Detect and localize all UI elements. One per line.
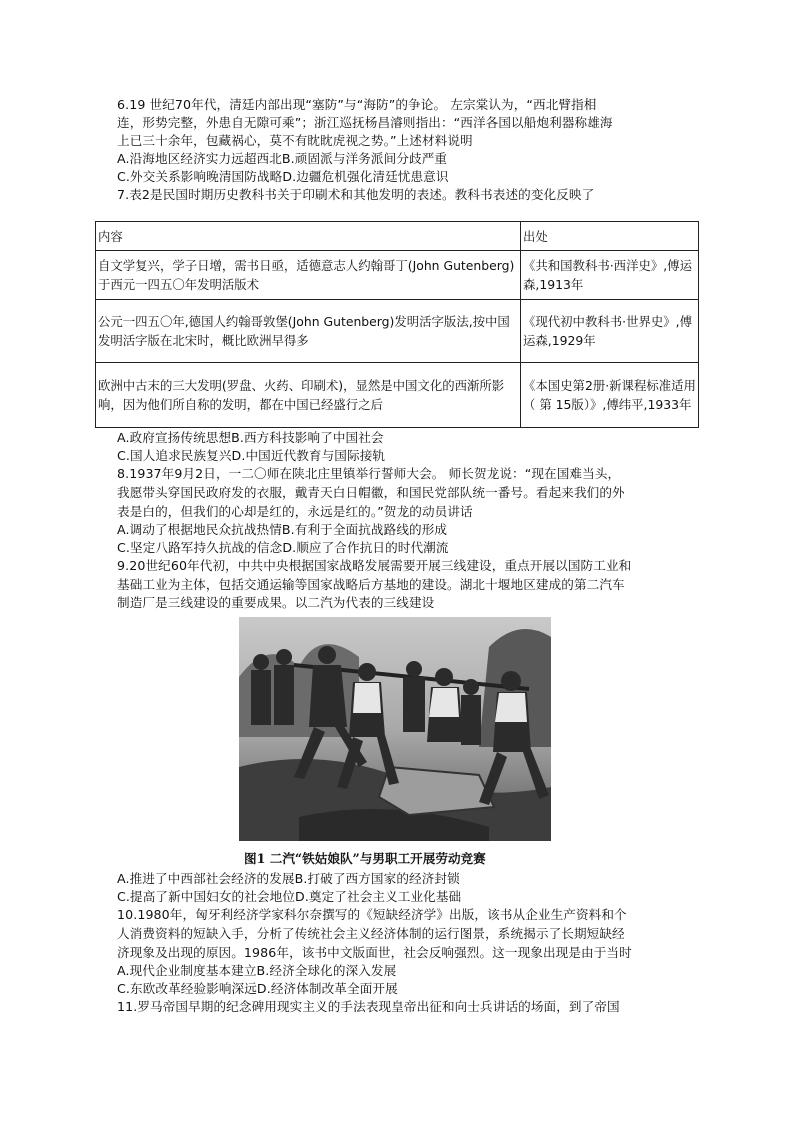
table-row — [96, 363, 699, 428]
q10-option-ab: A.现代企业制度基本建立B.经济全球化的深入发展 — [117, 963, 397, 978]
figure-caption: 图1 二汽“铁姑娘队”与男职工开展劳动竞赛 — [244, 851, 486, 866]
table-header-row — [96, 222, 699, 251]
q10-line-3: 济现象及出现的原因。1986年，该书中文版面世，社会反响强烈。这一现象出现是由于当时 — [117, 945, 632, 960]
q6-option-ab: A.沿海地区经济实力远超西北B.顽固派与洋务派间分歧严重 — [117, 151, 448, 166]
table-cell-source: 《本国史第2册·新课程标准适用（ 第 15版）》,傅纬平,1933年 — [521, 363, 699, 428]
q10-line-1: 10.1980年，匈牙利经济学家科尔奈撰写的《短缺经济学》出版，该书从企业生产资料和个 — [117, 907, 627, 922]
q8-option-cd: C.坚定八路军持久抗战的信念D.顺应了合作抗日的时代潮流 — [117, 540, 449, 555]
q8-line-2: 我愿带头穿国民政府发的衣服，戴青天白日帽徽，和国民党部队统一番号。看起来我们的外 — [117, 485, 625, 500]
iron-girls-photo — [239, 617, 551, 841]
q9-line-3: 制造厂是三线建设的重要成果。以二汽为代表的三线建设 — [117, 595, 435, 610]
photo-illustration — [239, 617, 551, 841]
q10-line-2: 人消费资料的短缺入手，分析了传统社会主义经济体制的运行图景，系统揭示了长期短缺经 — [117, 926, 625, 941]
q11-line-1: 11.罗马帝国早期的纪念碑用现实主义的手法表现皇帝出征和向士兵讲话的场面，到了帝国 — [117, 999, 620, 1014]
q6-line-2: 连，形势完整，外患自无隙可乘”；浙江巡抚杨昌濬则指出：“西洋各国以船炮利器称雄海 — [117, 115, 613, 130]
q9-line-1: 9.20世纪60年代初，中共中央根据国家战略发展需要开展三线建设，重点开展以国防工业和 — [117, 558, 632, 573]
table-row — [96, 300, 699, 363]
table-cell-source: 《共和国教科书·西洋史》,傅运森,1913年 — [521, 251, 699, 300]
q9-option-cd: C.提高了新中国妇女的社会地位D.奠定了社会主义工业化基础 — [117, 889, 462, 904]
table-cell-content: 自文学复兴，学子日增，需书日亟，适德意志人约翰哥丁(John Gutenberg)于西元一四五〇年发明活版术 — [96, 251, 521, 300]
q6-line-1: 6.19 世纪70年代，清廷内部出现“塞防”与“海防”的争论。 左宗棠认为，“西北臂指相 — [117, 97, 597, 112]
q7-table — [95, 221, 699, 428]
table-header-source: 出处 — [521, 222, 699, 251]
q6-option-cd: C.外交关系影响晚清国防战略D.边疆危机强化清廷忧患意识 — [117, 169, 449, 184]
q7-option-ab: A.政府宣扬传统思想B.西方科技影响了中国社会 — [117, 430, 384, 445]
q7-stem: 7.表2是民国时期历史教科书关于印刷术和其他发明的表述。教科书表述的变化反映了 — [117, 187, 595, 202]
q7-option-cd: C.国人追求民族复兴D.中国近代教育与国际接轨 — [117, 448, 386, 463]
q10-option-cd: C.东欧改革经验影响深远D.经济体制改革全面开展 — [117, 981, 398, 996]
q9-option-ab: A.推进了中西部社会经济的发展B.打破了西方国家的经济封锁 — [117, 871, 460, 886]
table-header-content: 内容 — [96, 222, 521, 251]
table-cell-content: 公元一四五〇年,德国人约翰哥敦堡(John Gutenberg)发明活字版法,按中国发明活字版在北宋时，概比欧洲早得多 — [96, 300, 521, 363]
table-cell-content: 欧洲中古末的三大发明(罗盘、火药、印刷术)，显然是中国文化的西渐所影响，因为他们所自称的发明，都在中国已经盛行之后 — [96, 363, 521, 428]
table-cell-source: 《现代初中教科书·世界史》,傅运森,1929年 — [521, 300, 699, 363]
q8-option-ab: A.调动了根据地民众抗战热情B.有利于全面抗战路线的形成 — [117, 522, 448, 537]
q6-line-3: 上已三十余年，包藏祸心，莫不有眈眈虎视之势。”上述材料说明 — [117, 133, 473, 148]
table-row — [96, 251, 699, 300]
q9-line-2: 基础工业为主体，包括交通运输等国家战略后方基地的建设。湖北十堰地区建成的第二汽车 — [117, 577, 625, 592]
q8-line-1: 8.1937年9月2日，一二〇师在陕北庄里镇举行誓师大会。 师长贺龙说：“现在国难当头， — [117, 466, 621, 481]
q8-line-3: 表是白的，但我们的心却是红的，永远是红的。”贺龙的动员讲话 — [117, 504, 473, 519]
